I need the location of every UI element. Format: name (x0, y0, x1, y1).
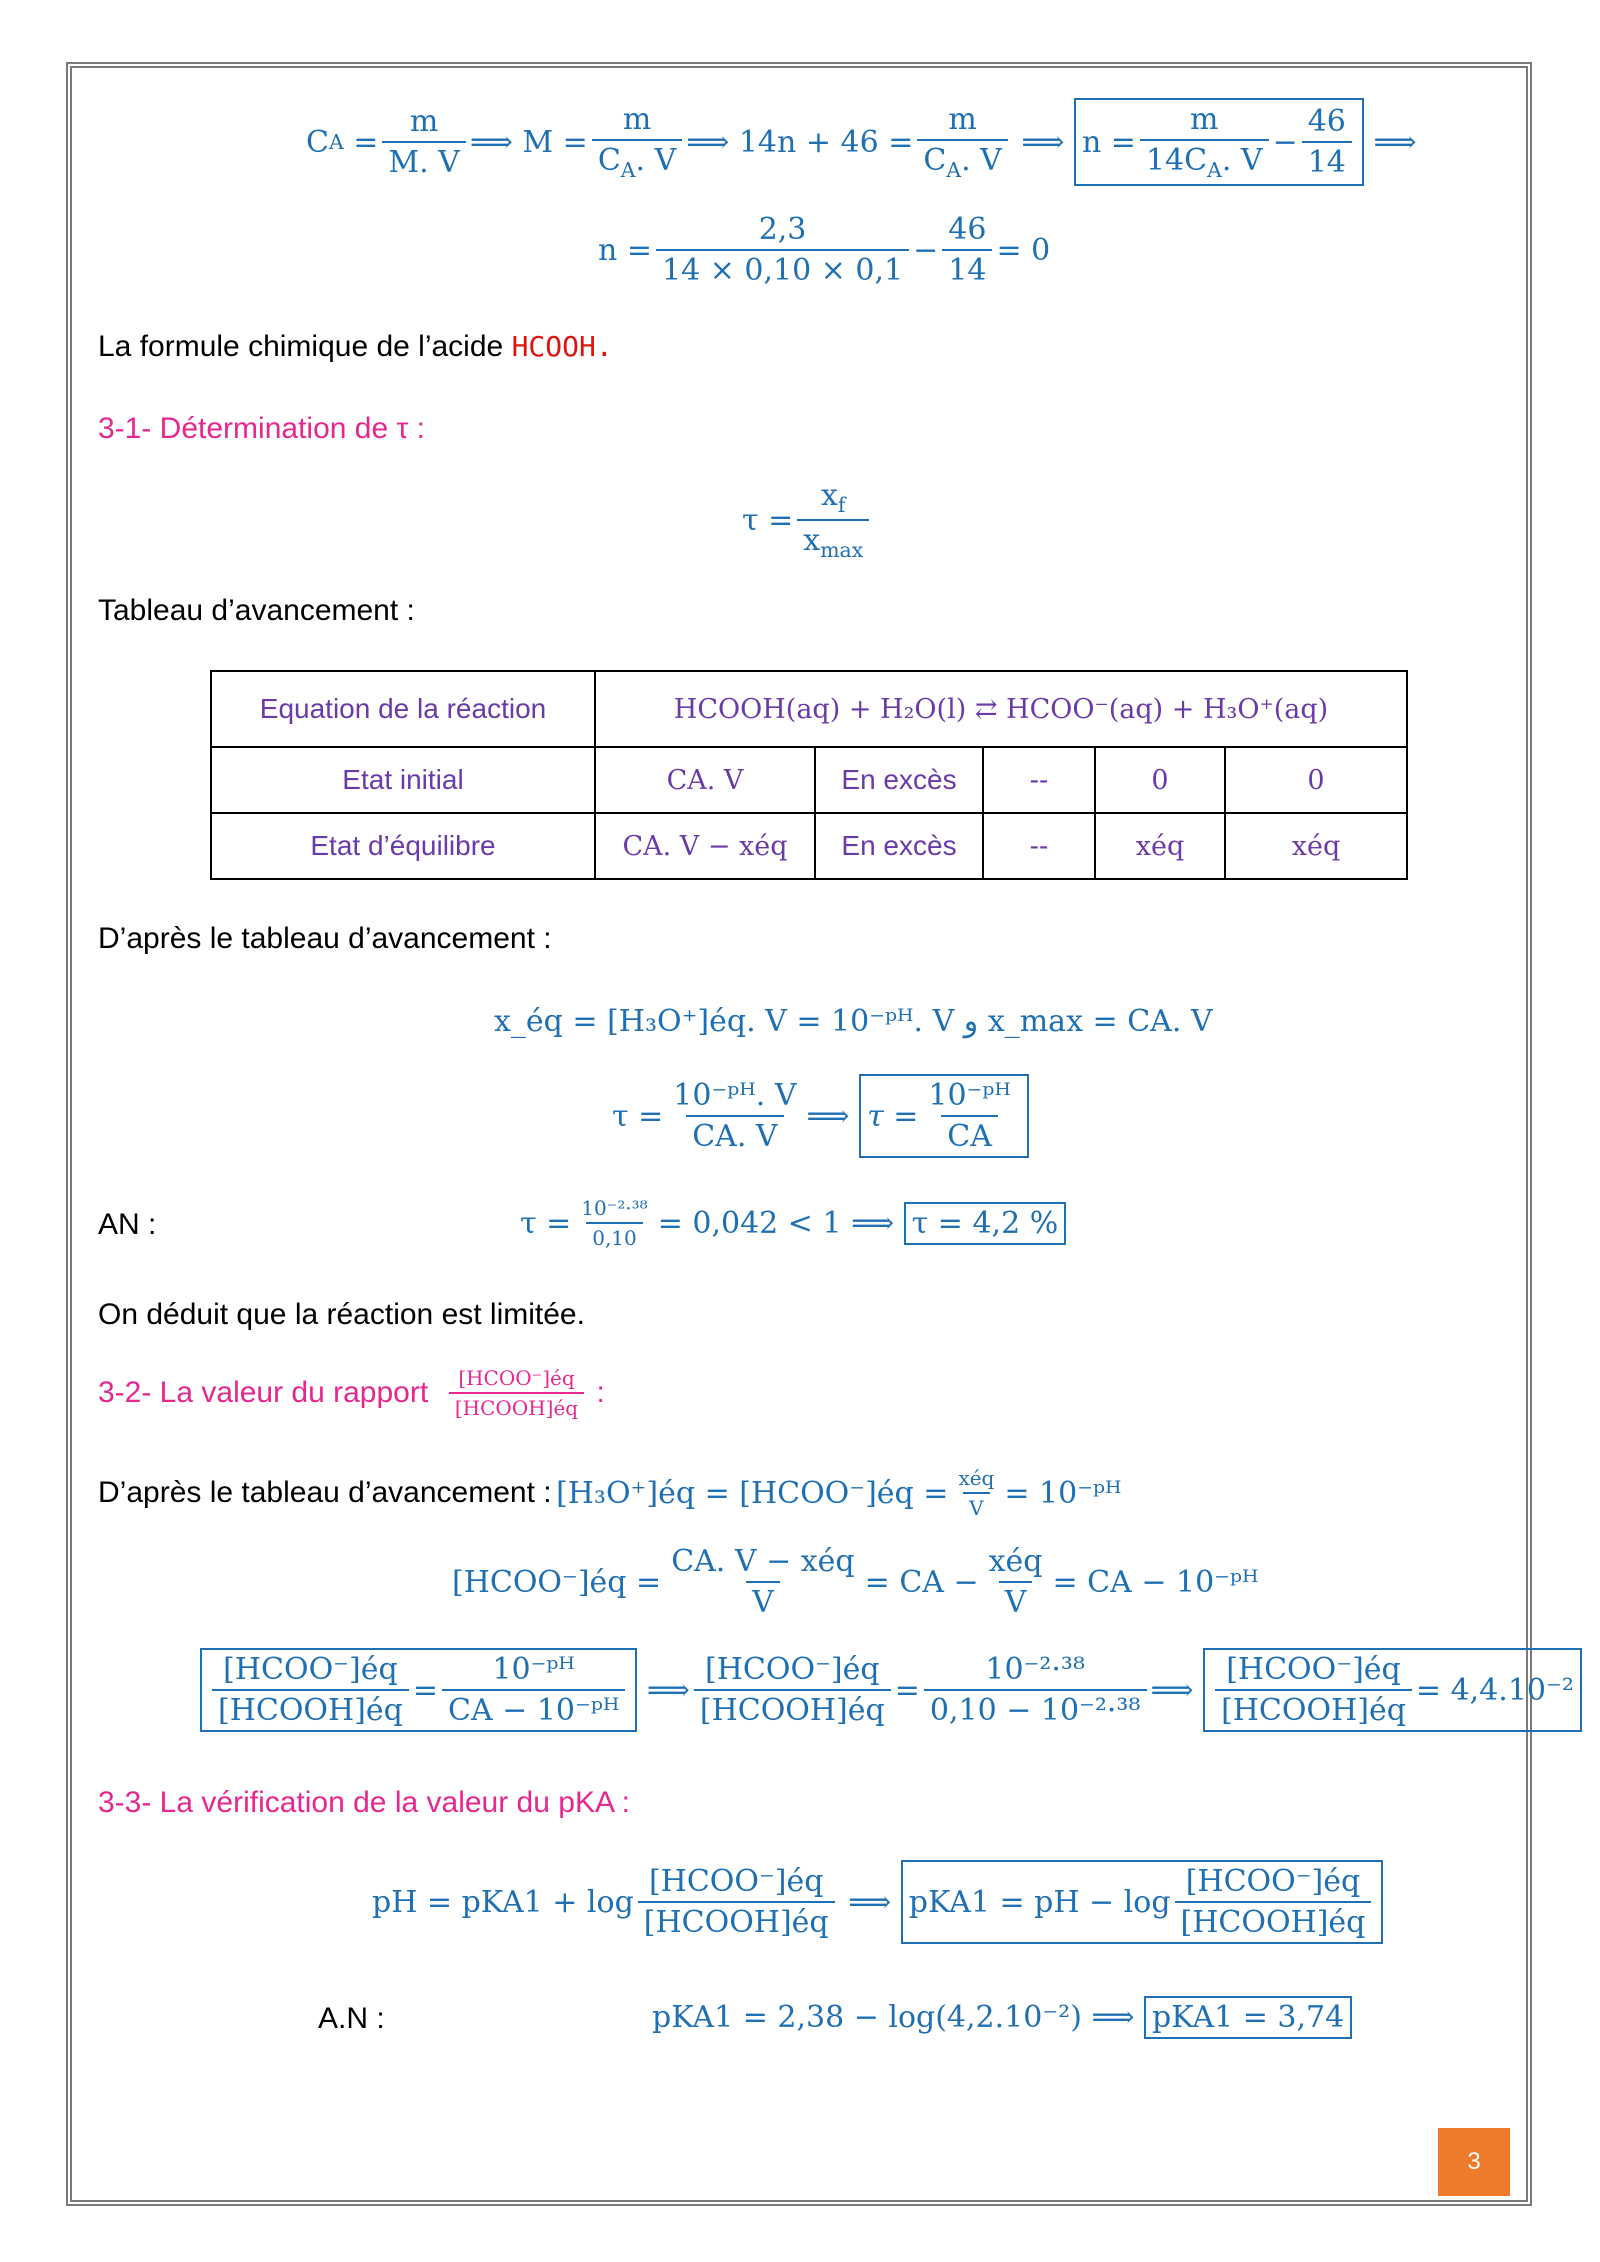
line-3-2-b: [HCOO⁻]éq = $\frac{\text{CA. V − xéq}}{V}$ = CA − $\frac{\text{xéq}}{V}$ = CA − 10⁻ᵖᴴ (452, 1544, 1259, 1620)
section-3-1-heading: 3-1- Détermination de τ : (98, 412, 425, 445)
table-cell: En excès (815, 813, 983, 879)
pka-result-box: pKA1 = 3,74 (1144, 1996, 1352, 2039)
after-table-text: D’après le tableau d’avancement : (98, 922, 552, 955)
equation-line-2: n = $\frac{2,3}{14 \times 0,10 \times 0,1}$ − $\frac{46}{14}$ = 0 (598, 212, 1051, 288)
table-reaction: HCOOH(aq) + H₂O(l) ⇄ HCOO⁻(aq) + H₃O⁺(aq) (595, 671, 1407, 747)
table-cell: -- (983, 747, 1095, 813)
progress-table (210, 670, 1408, 880)
table-cell: CA. V (595, 747, 815, 813)
table-cell: xéq (1095, 813, 1225, 879)
an2-label: A.N : (318, 2002, 385, 2035)
table-eq-label: Equation de la réaction (211, 671, 595, 747)
table-cell: En excès (815, 747, 983, 813)
section-3-2-heading: 3-2- La valeur du rapport $\frac{\text{[HCOO⁻]éq}}{\text{[HCOOH]éq}}$ : (98, 1366, 605, 1420)
an-label: AN : (98, 1208, 157, 1241)
table-cell: xéq (1225, 813, 1407, 879)
table-cell: -- (983, 813, 1095, 879)
conclusion-text: On déduit que la réaction est limitée. (98, 1298, 585, 1331)
table-cell: Etat initial (211, 747, 595, 813)
line-3-2-a: D’après le tableau d’avancement : [H₃O⁺]éq = [HCOO⁻]éq = $\frac{\text{xéq}}{V}$ = 10⁻ᵖᴴ (98, 1466, 1122, 1520)
ratio-result-box: $\frac{\text{[HCOO⁻]éq}}{\text{[HCOOH]éq}}$ = 4,4.10⁻² (1203, 1648, 1582, 1732)
pka-numeric: pKA1 = 2,38 − log(4,2.10⁻²) ⟹ pKA1 = 3,74 (652, 1996, 1352, 2039)
table-cell: 0 (1225, 747, 1407, 813)
n-formula-box: n = $\frac{m}{14C_A. V}$ − $\frac{46}{14}$ (1074, 98, 1364, 186)
line-3-3: pH = pKA1 + log $\frac{\text{[HCOO⁻]éq}}{\text{[HCOOH]éq}}$ ⟹ pKA1 = pH − log $\frac{\text{[HCOO⁻]éq}}{\text{[HCOOH]éq}}$ (372, 1860, 1383, 1944)
section-3-3-heading: 3-3- La vérification de la valeur du pKA : (98, 1786, 630, 1819)
formula-paragraph: La formule chimique de l’acide HCOOH. (98, 330, 613, 363)
table-cell: CA. V − xéq (595, 813, 815, 879)
table-cell: Etat d’équilibre (211, 813, 595, 879)
line-3-2-c: $\frac{\text{[HCOO⁻]éq}}{\text{[HCOOH]éq}}$ = $\frac{\text{10⁻ᵖᴴ}}{\text{CA − 10⁻ᵖᴴ}}$ ⟹ $\frac{\text{[HCOO⁻]éq}}{\text{[HCOOH]éq}}$ = $\frac{\text{10⁻²·³⁸}}{\text{0,10 − 10⁻²·³⁸}}$ ⟹ $\frac{\text{[HCOO⁻]éq}}{\text{[HCOOH]éq}}$ = 4,4.10⁻² (200, 1648, 1582, 1732)
tau-formula-box: τ = $\frac{\text{10⁻ᵖᴴ}}{CA}$ (859, 1074, 1029, 1158)
pka-formula-box: pKA1 = pH − log $\frac{\text{[HCOO⁻]éq}}{\text{[HCOOH]éq}}$ (901, 1860, 1384, 1944)
page-number: 3 (1438, 2128, 1510, 2196)
tau-expression: τ = $\frac{\text{10⁻ᵖᴴ. V}}{CA. V}$ ⟹ τ = $\frac{\text{10⁻ᵖᴴ}}{CA}$ (612, 1074, 1029, 1158)
tau-result-box: τ = 4,2 % (904, 1202, 1067, 1245)
tableau-label: Tableau d’avancement : (98, 594, 415, 627)
ratio-formula-box: $\frac{\text{[HCOO⁻]éq}}{\text{[HCOOH]éq}}$ = $\frac{\text{10⁻ᵖᴴ}}{\text{CA − 10⁻ᵖᴴ}}$ (200, 1648, 637, 1732)
table-cell: 0 (1095, 747, 1225, 813)
xeq-equation: x_éq = [H₃O⁺]éq. V = 10⁻ᵖᴴ. V و x_max = CA. V (494, 1004, 1213, 1039)
equation-line-1: C A = $\frac{m}{M. V}$ ⟹ M = $\frac{m}{C_A. V}$ ⟹ 14n + 46 = $\frac{m}{C_A. V}$ ⟹ n = $\frac{m}{14C_A. V}$ − $\frac{46}{14}$ ⟹ (306, 98, 1416, 186)
tau-numeric: τ = $\frac{\text{10⁻²·³⁸}}{0,10}$ = 0,042 < 1 ⟹ τ = 4,2 % (520, 1196, 1066, 1250)
tau-definition: τ = $\frac{x_f}{x_{max}}$ (742, 478, 873, 562)
